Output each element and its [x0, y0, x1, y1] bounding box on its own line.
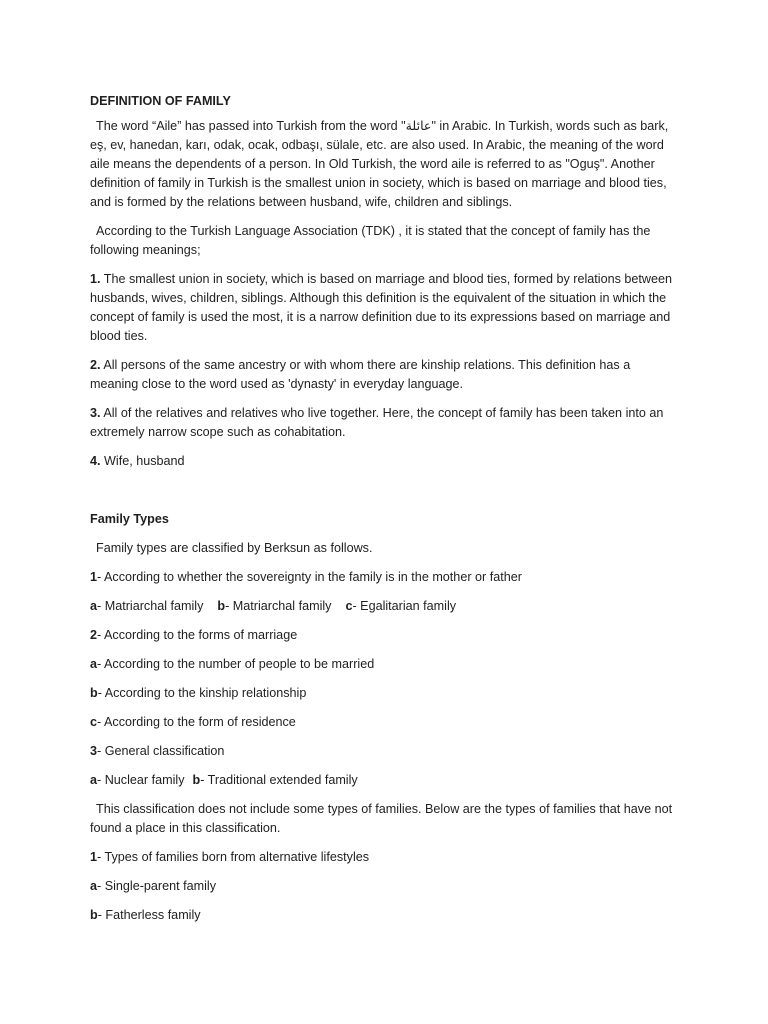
item-number: 1	[90, 850, 98, 864]
sub-text: - Single-parent family	[97, 879, 217, 893]
classification-item	[90, 848, 680, 867]
sub-text: - Matriarchal family	[225, 599, 332, 613]
sub-letter: b	[90, 686, 98, 700]
sub-item-row	[90, 713, 680, 732]
section-spacer	[90, 481, 680, 510]
classification-note: This classification does not include some types of families. Below are the types of families that have not found a place in this classification.	[90, 802, 673, 835]
meaning-text: All persons of the same ancestry or with whom there are kinship relations. This definition has a meaning close to the word used as 'dynasty' in everyday language.	[90, 358, 631, 391]
sub-letter: a	[90, 879, 98, 893]
sub-text: - Matriarchal family	[97, 599, 204, 613]
meaning-text: Wife, husband	[104, 454, 185, 468]
document-title: DEFINITION OF FAMILY	[90, 94, 231, 108]
document-page	[90, 92, 680, 935]
sub-text: - According to the number of people to be married	[97, 657, 375, 671]
classification-item	[90, 626, 680, 645]
item-number: 1	[90, 570, 98, 584]
sub-item-row	[90, 597, 680, 616]
sub-letter: c	[345, 599, 353, 613]
item-number: 2	[90, 628, 98, 642]
item-text: - Types of families born from alternative lifestyles	[97, 850, 370, 864]
sub-item-row	[90, 771, 680, 790]
item-number: 3	[90, 744, 98, 758]
classification-item	[90, 742, 680, 761]
tdk-paragraph: According to the Turkish Language Association (TDK) , it is stated that the concept of family has the following meanings;	[90, 224, 651, 257]
meaning-number: 4.	[90, 454, 101, 468]
sub-letter: a	[90, 657, 98, 671]
sub-text: - Nuclear family	[97, 773, 185, 787]
sub-item-row	[90, 906, 680, 925]
sub-letter: b	[90, 908, 98, 922]
sub-text: - Egalitarian family	[352, 599, 457, 613]
meaning-item	[90, 356, 680, 394]
sub-item-row	[90, 877, 680, 896]
sub-text: - According to the form of residence	[97, 715, 296, 729]
sub-letter: a	[90, 773, 98, 787]
sub-letter: b	[217, 599, 226, 613]
meaning-text: All of the relatives and relatives who live together. Here, the concept of family has been taken into an extremely narrow scope such as cohabitation.	[90, 406, 664, 439]
family-types-intro: Family types are classified by Berksun as follows.	[96, 541, 373, 555]
item-text: - According to the forms of marriage	[97, 628, 298, 642]
sub-text: - Traditional extended family	[200, 773, 358, 787]
meaning-item	[90, 404, 680, 442]
sub-letter: a	[90, 599, 98, 613]
meaning-item	[90, 452, 680, 471]
meaning-number: 2.	[90, 358, 101, 372]
sub-letter: b	[192, 773, 201, 787]
sub-item-row	[90, 655, 680, 674]
item-text: - General classification	[97, 744, 225, 758]
sub-text: - Fatherless family	[97, 908, 201, 922]
meaning-item	[90, 270, 680, 346]
sub-text: - According to the kinship relationship	[97, 686, 307, 700]
meaning-number: 3.	[90, 406, 101, 420]
classification-item	[90, 568, 680, 587]
meaning-text: The smallest union in society, which is based on marriage and blood ties, formed by relations between husbands, wives, children, siblings. Although this definition is the equivalent of the situation in which the concept of family is used the most, it is a narrow definition due to its expressions based on marriage and blood ties.	[90, 272, 672, 343]
meaning-number: 1.	[90, 272, 101, 286]
family-types-heading: Family Types	[90, 512, 169, 526]
sub-item-row	[90, 684, 680, 703]
sub-letter: c	[90, 715, 98, 729]
intro-paragraph: The word “Aile” has passed into Turkish from the word "عائلة" in Arabic. In Turkish, words such as bark, eş, ev, hanedan, karı, odak, ocak, odbaşı, sülale, etc. are also used. In Arabic, the meaning of the word aile means the dependents of a person. In Old Turkish, the word aile is referred to as "Oguş". Another definition of family in Turkish is the smallest union in society, which is based on marriage and blood ties, and is formed by the relations between husband, wife, children and siblings.	[90, 119, 669, 209]
item-text: - According to whether the sovereignty in the family is in the mother or father	[97, 570, 522, 584]
